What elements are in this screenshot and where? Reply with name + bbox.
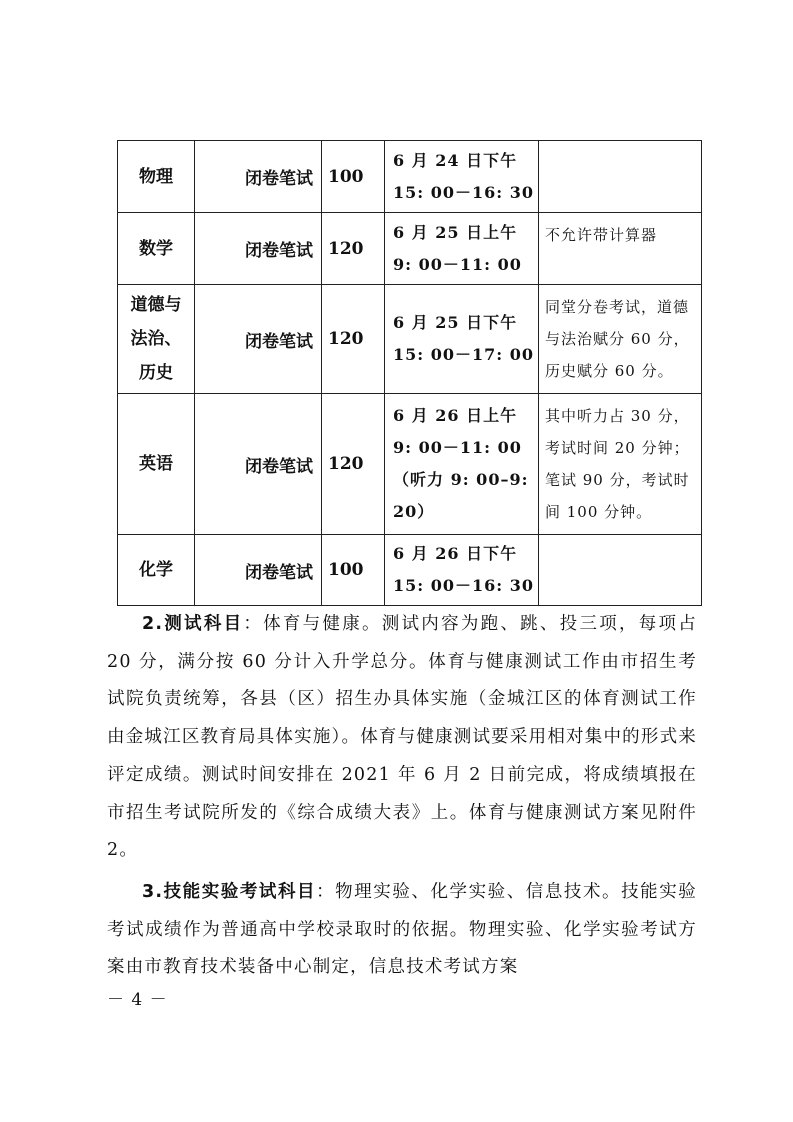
time-line: 6 月 25 日下午	[393, 313, 518, 332]
score-cell: 100	[322, 141, 385, 213]
score-cell: 120	[322, 213, 385, 285]
time-line: 9: 00－11: 00	[393, 438, 522, 457]
time-line: 9: 00－11: 00	[393, 254, 522, 274]
time-line: 6 月 26 日上午	[393, 406, 518, 425]
paragraph-heading: 3.技能实验考试科目	[142, 881, 317, 902]
time-line: 15: 00－17: 00	[393, 345, 535, 364]
page-number: － 4 －	[107, 990, 168, 1010]
exam-form-cell: 闭卷笔试	[195, 285, 322, 394]
time-cell	[385, 394, 539, 535]
table-row	[118, 535, 702, 606]
time-line: 15: 00－16: 30	[393, 576, 535, 595]
table-row	[118, 141, 702, 213]
score-cell: 120	[322, 394, 385, 535]
exam-form-cell: 闭卷笔试	[195, 394, 322, 535]
time-cell	[385, 535, 539, 606]
exam-form-cell: 闭卷笔试	[195, 535, 322, 606]
time-cell	[385, 213, 539, 285]
exam-form-cell: 闭卷笔试	[195, 213, 322, 285]
note-cell	[539, 535, 702, 606]
score-cell: 120	[322, 285, 385, 394]
paragraph-sports-test	[107, 606, 697, 870]
table-row	[118, 213, 702, 285]
paragraph-skills-test	[107, 874, 697, 987]
subject-cell: 英语	[118, 394, 195, 535]
paragraph-text: ：物理实验、化学实验、信息技术。技能实验考试成绩作为普通高中学校录取时的依据。物理实验、化学实验考试方案由市教育技术装备中心制定，信息技术考试方案	[107, 881, 697, 978]
table-row	[118, 394, 702, 535]
time-line: 6 月 25 日上午	[393, 222, 518, 242]
subject-cell: 化学	[118, 535, 195, 606]
subject-cell	[118, 285, 195, 394]
body-text	[107, 606, 697, 987]
time-line: 15: 00－16: 30	[393, 182, 535, 202]
time-cell	[385, 285, 539, 394]
time-line: （听力 9: 00–9: 20）	[393, 470, 529, 521]
subject-label: 道德与法治、历史	[130, 295, 182, 383]
score-cell: 100	[322, 535, 385, 606]
note-cell: 同堂分卷考试，道德与法治赋分 60 分，历史赋分 60 分。	[539, 285, 702, 394]
time-line: 6 月 26 日下午	[393, 544, 518, 563]
note-cell	[539, 141, 702, 213]
subject-cell: 数学	[118, 213, 195, 285]
time-cell	[385, 141, 539, 213]
table-row	[118, 285, 702, 394]
subject-cell: 物理	[118, 141, 195, 213]
paragraph-text: ：体育与健康。测试内容为跑、跳、投三项，每项占 20 分，满分按 60 分计入升学总分。体育与健康测试工作由市招生考试院负责统筹，各县（区）招生办具体实施（金城江区的体育测试工作由金城江区教育局具体实施）。体育与健康测试要采用相对集中的形式来评定成绩。测试时间安排在 2021 年 6 月 2 日前完成，将成绩填报在市招生考试院所发的《综合成绩大表》上。体育与健康测试方案见附件 2。	[107, 614, 697, 861]
paragraph-heading: 2.测试科目	[142, 614, 244, 634]
note-cell: 其中听力占 30 分，考试时间 20 分钟；笔试 90 分，考试时间 100 分钟。	[539, 394, 702, 535]
exam-schedule-table	[117, 140, 702, 606]
time-line: 6 月 24 日下午	[393, 150, 518, 170]
exam-form-cell: 闭卷笔试	[195, 141, 322, 213]
note-cell: 不允许带计算器	[539, 213, 702, 285]
